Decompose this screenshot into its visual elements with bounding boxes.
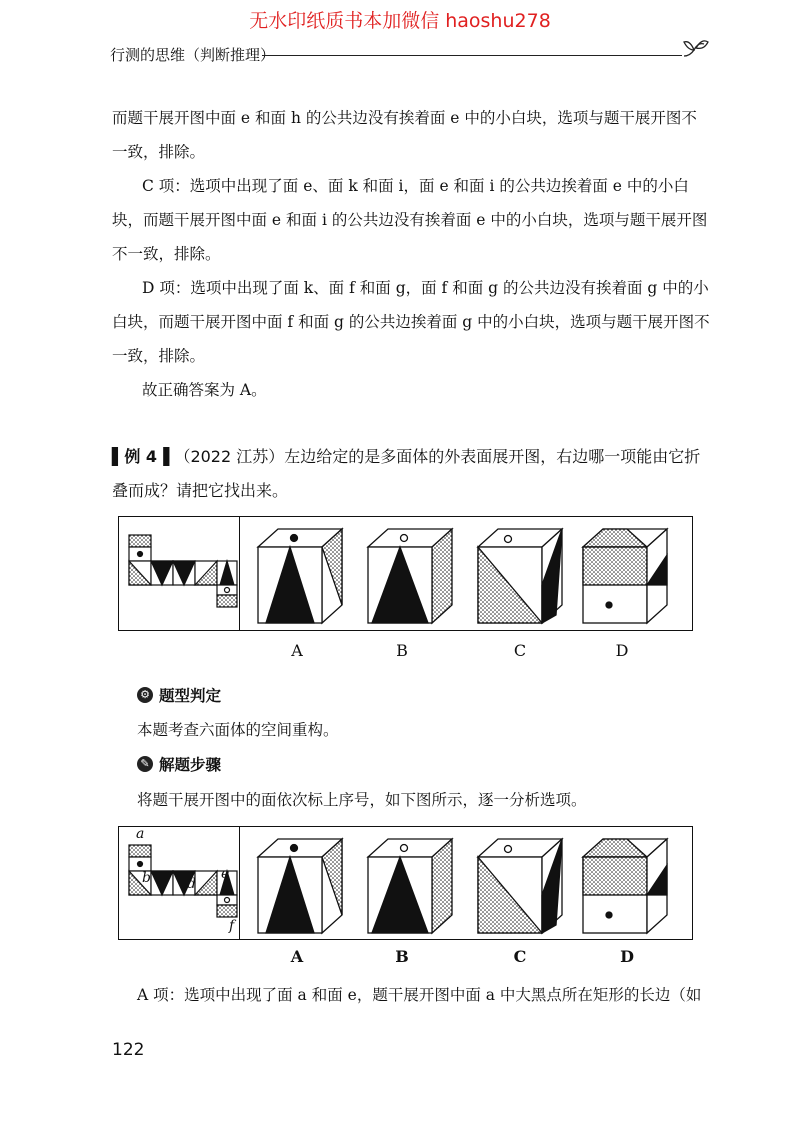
cube-option-a-2	[254, 835, 349, 935]
paragraph-a-analysis: A 项：选项中出现了面 a 和面 e，题干展开图中面 a 中大黑点所在矩形的长边（如	[137, 986, 702, 1004]
gear-icon: ⚙	[137, 687, 153, 703]
figure-divider	[239, 517, 240, 630]
paragraph-c: C 项：选项中出现了面 e、面 k 和面 i，面 e 和面 i 的公共边挨着面 e 中的小白块，而题干展开图中面 e 和面 i 的公共边没有挨着面 e 中的小白块，选项与题干展开图不一致，排除。	[112, 177, 708, 263]
cube-option-b	[364, 525, 459, 625]
option-label-a-2: A	[290, 947, 304, 966]
figure-2	[118, 826, 693, 940]
figure-1	[118, 516, 693, 631]
page-number: 122	[112, 1040, 145, 1060]
cube-option-b-2	[364, 835, 459, 935]
section-question-type-body: 本题考查六面体的空间重构。	[137, 721, 339, 739]
section-solution-steps	[137, 753, 221, 775]
cube-option-a	[254, 525, 349, 625]
pencil-icon: ✎	[137, 756, 153, 772]
face-label-e: e	[221, 866, 230, 882]
paragraph-d: D 项：选项中出现了面 k、面 f 和面 g，面 f 和面 g 的公共边没有挨着面 g 中的小白块，而题干展开图中面 f 和面 g 的公共边挨着面 g 中的小白块，选项与题干展开图不一致，排除。	[112, 279, 710, 365]
labeled-net-diagram	[119, 827, 239, 939]
face-label-f: f	[229, 918, 235, 934]
example-text: （2022 江苏）左边给定的是多面体的外表面展开图，右边哪一项能由它折叠而成？请把它找出来。	[112, 447, 701, 500]
cube-option-c	[474, 525, 569, 625]
section-question-type	[137, 684, 221, 706]
option-label-d: D	[615, 641, 629, 660]
cube-option-d	[579, 525, 674, 625]
option-label-d-2: D	[620, 947, 634, 966]
cube-option-c-2	[474, 835, 569, 935]
cube-option-d-2	[579, 835, 674, 935]
option-label-c: C	[513, 641, 527, 660]
face-label-b: b	[142, 870, 151, 886]
net-diagram	[119, 517, 239, 630]
running-header: 行测的思维（判断推理）	[110, 46, 276, 64]
figure-divider	[239, 827, 240, 939]
analysis-text-top	[112, 101, 712, 407]
option-label-c-2: C	[513, 947, 527, 966]
option-label-b: B	[396, 641, 408, 660]
watermark: 无水印纸质书本加微信 haoshu278	[249, 10, 551, 32]
example-tag: ▌例 4▐	[112, 447, 170, 466]
paragraph-answer: 故正确答案为 A。	[142, 381, 267, 399]
section-solution-body: 将题干展开图中的面依次标上序号，如下图所示，逐一分析选项。	[137, 791, 587, 809]
header-rule	[262, 55, 682, 56]
option-label-b-2: B	[395, 947, 409, 966]
section-title: 题型判定	[159, 687, 222, 705]
face-label-a: a	[136, 826, 145, 842]
face-label-d: d	[187, 876, 196, 892]
sprout-icon	[680, 34, 710, 62]
section-title: 解题步骤	[159, 756, 222, 774]
paragraph-b-end: 而题干展开图中面 e 和面 h 的公共边没有挨着面 e 中的小白块，选项与题干展开图不一致，排除。	[112, 109, 697, 161]
example-title	[112, 440, 712, 508]
option-label-a: A	[291, 641, 303, 660]
